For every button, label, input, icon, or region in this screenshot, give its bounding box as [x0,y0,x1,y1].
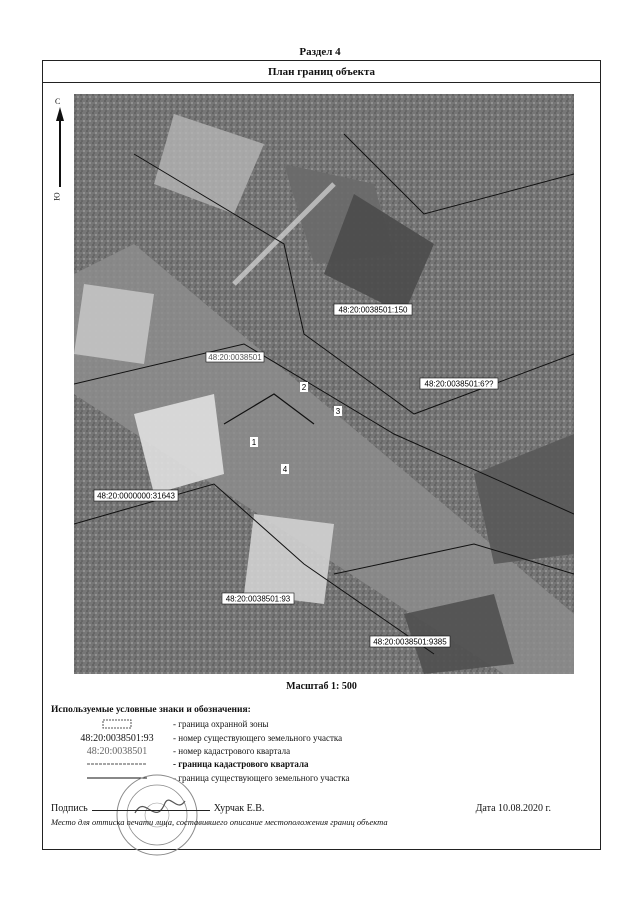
signature-line [92,810,210,811]
section-title: Раздел 4 [299,46,341,58]
point-2: 2 [301,383,307,392]
north-arrow [52,97,68,237]
plan-title: План границ объекта [43,61,600,83]
north-letter: С [55,97,61,106]
legend-symbol-line [61,759,173,771]
legend-symbol-text: 48:20:0038501 [86,746,148,757]
signature-label: Подпись [51,803,88,814]
document-date: Дата 10.08.2020 г. [475,803,551,814]
map-canvas [74,94,574,674]
legend-item-zone [43,719,600,731]
legend-title: Используемые условные знаки и обозначения: [51,705,251,715]
point-1: 1 [251,438,257,447]
signer-name: Хурчак Е.В. [213,803,265,814]
stamp-place-note: Место для оттиска печати лица, составившего описание местоположения границ объекта [51,817,388,827]
legend-desc: - граница охранной зоны [173,719,269,729]
label-parcel-93: 48:20:0038501:93 [225,594,291,604]
plan-frame [42,60,601,850]
legend-symbol-hatched-box [61,719,173,731]
label-parcel-9385: 48:20:0038501:9385 [373,637,447,647]
south-letter: Ю [52,192,62,201]
point-3: 3 [335,407,341,416]
label-parcel-150: 48:20:0038501:150 [338,305,408,315]
aerial-map [74,94,574,674]
scale-label: Масштаб 1: 500 [286,681,357,692]
north-arrow-icon [52,107,68,197]
legend-item-parcel-number [43,733,600,745]
signature-row [51,803,591,814]
seal-stamp [115,773,199,857]
point-4: 4 [282,465,288,474]
label-parcel-31643: 48:20:0000000:31643 [97,491,175,501]
legend-desc: - граница кадастрового квартала [173,759,309,769]
legend-desc: - граница существующего земельного участка [173,773,350,783]
legend-symbol-text: 48:20:0038501:93 [80,733,154,744]
legend-item-quarter-border [43,759,600,771]
legend-desc: - номер кадастрового квартала [173,746,291,756]
label-quarter: 48:20:0038501 [208,353,262,362]
label-parcel-6: 48:20:0038501:6?? [424,379,494,389]
legend-item-quarter-number [43,746,600,758]
legend-desc: - номер существующего земельного участка [173,733,343,743]
